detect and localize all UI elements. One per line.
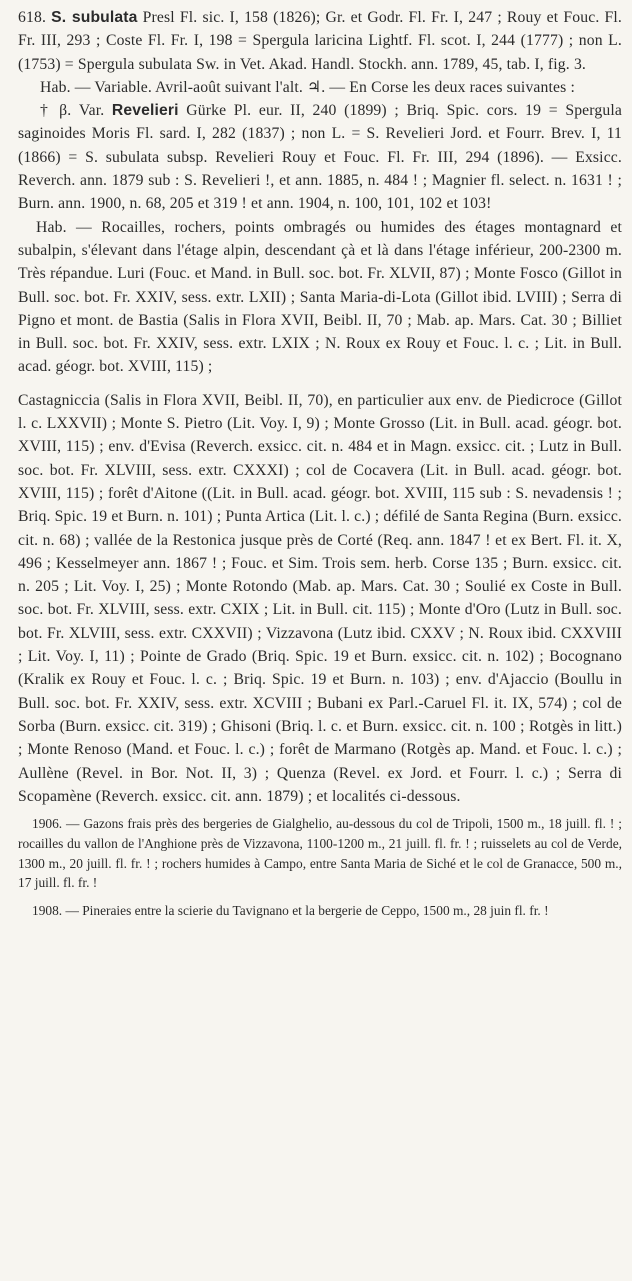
variety-habitat-part2: Castagniccia (Salis in Flora XVII, Beibl. II, 70), en particulier aux env. de Piedicroce (Gillot l. c. LXXVII) ; Monte S. Pietro (Lit. Voy. I, 9) ; Monte Grosso (Lit. in Bull. acad. géogr. bot. XVIII, 115) ; env. d'Evisa (Reverch. exsicc. cit. n. 484 et in Magn. exsicc. cit. ; Lutz in Bull. soc. bot. Fr. XLVIII, sess. extr. CXXXI) ; col de Cocavera (Lit. in Bull. acad. géogr. bot. XVIII, 115) ; forêt d'Aitone ((Lit. in Bull. acad. géogr. bot. XVIII, 115 sub : S. nevadensis ! ; Briq. Spic. 19 et Burn. n. 101) ; Punta Artica (Lit. l. c.) ; défilé de Santa Regina (Burn. exsicc. cit. n. 68) ; vallée de la Restonica jusque près de Corté (Req. ann. 1847 ! et ex Bert. Fl. it. X, 496 ; Kesselmeyer ann. 1867 ! ; Fouc. et Sim. Trois sem. herb. Corse 135 ; Burn. exsicc. cit. n. 205 ; Lit. Voy. I, 25) ; Monte Rotondo (Mab. ap. Mars. Cat. 30 ; Soulié ex Coste in Bull. soc. bot. Fr. XLVIII, sess. extr. CXIX ; Lit. in Bull. cit. 115) ; Monte d'Oro (Lutz in Bull. soc. bot. Fr. XLVIII, sess. extr. CXXVII) ; Vizzavona (Lutz ibid. CXXV ; N. Roux ibid. CXXVIII ; Lit. Voy. I, 11) ; Pointe de Grado (Briq. Spic. 19 et Burn. exsicc. cit. n. 102) ; Bocognano (Kralik ex Rouy et Fouc. l. c. ; Briq. Spic. 19 et Burn. n. 103) ; env. d'Ajaccio (Boullu in Bull. soc. bot. Fr. XXIV, sess. extr. XCVIII ; Bubani ex Parl.-Caruel Fl. it. IX, 574) ; col de Sorba (Burn. exsicc. cit. 319) ; Ghisoni (Briq. l. c. et Burn. exsicc. cit. n. 100 ; Rotgès in litt.) ; Monte Renoso (Mand. et Fouc. l. c.) ; forêt de Marmano (Rotgès ap. Mand. et Fouc. l. c.) ; Aullène (Revel. in Bor. Not. II, 3) ; Quenza (Revel. ex Jord. et Fourr. l. c.) ; Serra di Scopamène (Reverch. exsicc. cit. ann. 1879) ; et localités ci-dessous. — [18, 391, 622, 805]
observation-1908: 1908. — Pineraies entre la scierie du Tavignano et la bergerie de Ceppo, 1500 m., 28 juin fl. fr. ! — [32, 903, 549, 919]
general-habitat: Hab. — Variable. Avril-août suivant l'alt. ♃. — En Corse les deux races suivantes : — [40, 78, 575, 96]
species-number: 618. — [18, 9, 47, 26]
variety-paragraph — [18, 99, 622, 215]
species-paragraph — [18, 6, 622, 76]
column-break — [18, 379, 622, 389]
observation-1906: 1906. — Gazons frais près des bergeries de Gialghelio, au-dessous du col de Tripoli, 1500 m., 18 juill. fl. ! ; rocailles du vallon de l'Anghione près de Vizzavona, 1100-1200 m., 21 juill. fl. fr. ! ; ruisselets au col de Verde, 1300 m., 20 juill. fl. fr. ! ; rochers humides à Campo, entre Santa Maria de Siché et le col de Granacce, 500 m., 17 juill. fl. fr. ! — [18, 816, 622, 891]
variety-synonymy: Gürke Pl. eur. II, 240 (1899) ; Briq. Spic. cors. 19 = Spergula saginoides Moris Fl. sard. I, 282 (1837) ; non L. = S. Revelieri Jord. et Fourr. Brev. I, 11 (1866) = S. subulata subsp. Revelieri Rouy et Fouc. Fl. Fr. III, 294 (1896). — Exsicc. Reverch. ann. 1879 sub : S. Revelieri !, et ann. 1885, n. 484 ! ; Magnier fl. select. n. 1631 ! ; Burn. ann. 1900, n. 68, 205 et 319 ! et ann. 1904, n. 100, 101, 102 et 103! — [18, 102, 622, 213]
species-synonymy: Presl Fl. sic. I, 158 (1826); Gr. et Godr. Fl. Fr. I, 247 ; Rouy et Fouc. Fl. Fr. III, 293 ; Coste Fl. Fr. I, 198 = Spergula laricina Lightf. Fl. scot. I, 244 (1777) ; non L. (1753) = Spergula subulata Sw. in Vet. Akad. Handl. Stockh. ann. 1789, 45, tab. I, fig. 3. — [18, 9, 622, 73]
main-text — [18, 6, 622, 808]
variety-name: Revelieri — [111, 102, 179, 120]
variety-prefix: † β. Var. — [40, 102, 105, 120]
species-name: S. subulata — [51, 9, 138, 26]
observations — [18, 814, 622, 921]
variety-habitat-part1: Hab. — Rocailles, rochers, points ombragés ou humides des étages montagnard et subalpin, s'élevant dans l'étage alpin, descendant çà et là dans l'étage inférieur, 200-2300 m. Très répandue. Luri (Fouc. et Mand. in Bull. soc. bot. Fr. XLVII, 87) ; Monte Fosco (Gillot in Bull. soc. bot. Fr. XXIV, sess. extr. LXII) ; Santa Maria-di-Lota (Gillot ibid. LVIII) ; Serra di Pigno et mont. de Bastia (Salis in Flora XVII, Beibl. II, 70 ; Mab. ap. Mars. Cat. 30 ; Billiet in Bull. soc. bot. Fr. XXIV, sess. extr. LXIX ; N. Roux ex Rouy et Fouc. l. c. ; Lit. in Bull. acad. géogr. bot. XVIII, 115) ; — [18, 218, 622, 376]
